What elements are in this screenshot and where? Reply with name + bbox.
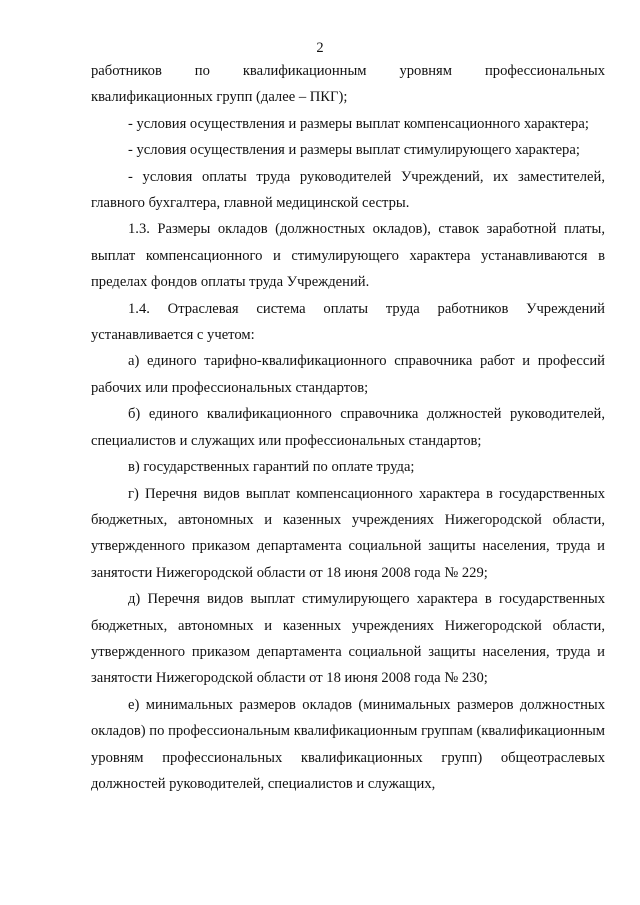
paragraph-clause-1-3: 1.3. Размеры окладов (должностных окладов), ставок заработной платы, выплат компенсационного и стимулирующего характера устанавливаются в пределах фондов оплаты труда Учреждений. [91,221,605,291]
page-number: 2 [316,40,324,56]
paragraph-item-d: д) Перечня видов выплат стимулирующего характера в государственных бюджетных, автономных и казенных учреждениях Нижегородской области, утвержденного приказом департамента социальной защиты населения, труда и занятости Нижегородской области от 18 июня 2008 года № 230; [91,591,605,687]
paragraph-list-item: - условия оплаты труда руководителей Учреждений, их заместителей, главного бухгалтера, главной медицинской сестры. [91,168,605,212]
paragraph-list-item: - условия осуществления и размеры выплат компенсационного характера; [128,115,589,132]
paragraph-list-item: - условия осуществления и размеры выплат стимулирующего характера; [128,142,580,159]
paragraph-clause-1-4: 1.4. Отраслевая система оплаты труда работников Учреждений устанавливается с учетом: [91,300,605,344]
paragraph-item-e: е) минимальных размеров окладов (минимальных размеров должностных окладов) по профессиональным квалификационным группам (квалификационным уровням профессиональных квалификационных групп) общеотраслевых должностей руководителей, специалистов и служащих, [91,696,605,792]
paragraph-item-a: а) единого тарифно-квалификационного справочника работ и профессий рабочих или профессиональных стандартов; [91,353,605,396]
document-body [91,58,605,797]
paragraph-item-v: в) государственных гарантий по оплате труда; [128,459,415,476]
paragraph-continuation: работников по квалификационным уровням профессиональных квалификационных групп (далее – ПКГ); [91,63,605,106]
paragraph-item-g: г) Перечня видов выплат компенсационного характера в государственных бюджетных, автономных и казенных учреждениях Нижегородской области, утвержденного приказом департамента социальной защиты населения, труда и занятости Нижегородской области от 18 июня 2008 года № 229; [91,485,605,581]
paragraph-item-b: б) единого квалификационного справочника должностей руководителей, специалистов и служащих или профессиональных стандартов; [91,406,605,449]
